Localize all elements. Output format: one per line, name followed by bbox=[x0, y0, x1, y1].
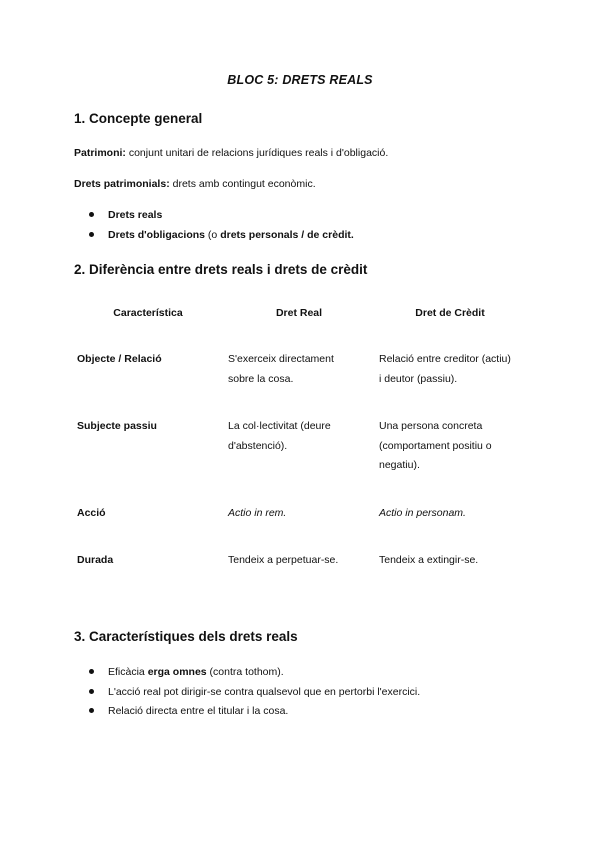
table-cell-feature: Durada bbox=[77, 554, 114, 566]
cell-line: sobre la cosa. bbox=[228, 372, 294, 385]
section-1-bullet-list bbox=[74, 208, 354, 247]
bullet-icon bbox=[89, 212, 94, 217]
bullet-text-bold: Drets d'obligacions bbox=[108, 228, 206, 241]
cell-line: Actio in personam. bbox=[379, 507, 466, 519]
list-item bbox=[74, 704, 420, 724]
cell-line: La col·lectivitat (deure bbox=[228, 420, 331, 432]
table-cell-real bbox=[228, 504, 368, 524]
table-cell-real bbox=[228, 551, 368, 571]
bullet-icon bbox=[89, 708, 94, 713]
list-item bbox=[74, 665, 420, 685]
section-3-heading: 3. Característiques dels drets reals bbox=[74, 629, 298, 644]
bullet-icon bbox=[89, 689, 94, 694]
bullet-text-bold: erga omnes bbox=[147, 666, 207, 678]
list-item bbox=[74, 208, 354, 228]
patrimoni-term: Patrimoni: bbox=[74, 147, 126, 159]
document-title: BLOC 5: DRETS REALS bbox=[227, 73, 373, 87]
cell-line: Tendeix a perpetuar-se. bbox=[228, 554, 339, 566]
bullet-text: (contra tothom). bbox=[206, 666, 284, 678]
bullet-text-bold: drets personals / de crèdit. bbox=[220, 228, 354, 241]
cell-line: Relació entre creditor (actiu) bbox=[379, 353, 511, 365]
bullet-text: Relació directa entre el titular i la cosa. bbox=[108, 705, 289, 717]
section-1-heading: 1. Concepte general bbox=[74, 111, 203, 126]
cell-line: Actio in rem. bbox=[228, 507, 287, 519]
table-cell-credit bbox=[379, 551, 529, 571]
table-cell-credit bbox=[379, 417, 529, 476]
table-cell-feature: Acció bbox=[77, 507, 106, 519]
table-header-dret-credit: Dret de Crèdit bbox=[415, 307, 485, 319]
cell-line: (comportament positiu o bbox=[379, 439, 492, 452]
list-item bbox=[74, 685, 420, 705]
table-cell-feature: Subjecte passiu bbox=[77, 420, 157, 432]
bullet-text: L'acció real pot dirigir-se contra qualsevol que en pertorbi l'exercici. bbox=[108, 685, 421, 698]
cell-line: Una persona concreta bbox=[379, 420, 483, 432]
table-header-caracteristica: Característica bbox=[113, 307, 183, 319]
cell-line: i deutor (passiu). bbox=[379, 372, 458, 385]
table-cell-real bbox=[228, 417, 368, 456]
cell-line: S'exerceix directament bbox=[228, 353, 334, 365]
drets-patrimonials-text: drets amb contingut econòmic. bbox=[169, 178, 316, 190]
table-header-dret-real: Dret Real bbox=[275, 307, 323, 319]
table-cell-real bbox=[228, 350, 368, 389]
section-2-heading: 2. Diferència entre drets reals i drets de crèdit bbox=[74, 262, 368, 277]
cell-line: d'abstenció). bbox=[228, 439, 288, 452]
drets-patrimonials-definition bbox=[74, 177, 316, 191]
patrimoni-text: conjunt unitari de relacions jurídiques reals i d'obligació. bbox=[125, 147, 389, 159]
bullet-icon bbox=[89, 232, 94, 237]
cell-line: Tendeix a extingir-se. bbox=[379, 554, 479, 566]
list-item bbox=[74, 228, 354, 248]
cell-line: negatiu). bbox=[379, 459, 420, 471]
patrimoni-definition bbox=[74, 146, 388, 160]
bullet-text-plain: (o bbox=[205, 228, 221, 241]
table-cell-credit bbox=[379, 504, 529, 524]
bullet-text: Drets reals bbox=[108, 209, 163, 221]
bullet-text: Eficàcia bbox=[108, 666, 148, 678]
drets-patrimonials-term: Drets patrimonials: bbox=[74, 178, 170, 190]
bullet-icon bbox=[89, 669, 94, 674]
section-3-bullet-list bbox=[74, 665, 420, 724]
table-cell-credit bbox=[379, 350, 529, 389]
table-cell-feature: Objecte / Relació bbox=[77, 353, 162, 365]
